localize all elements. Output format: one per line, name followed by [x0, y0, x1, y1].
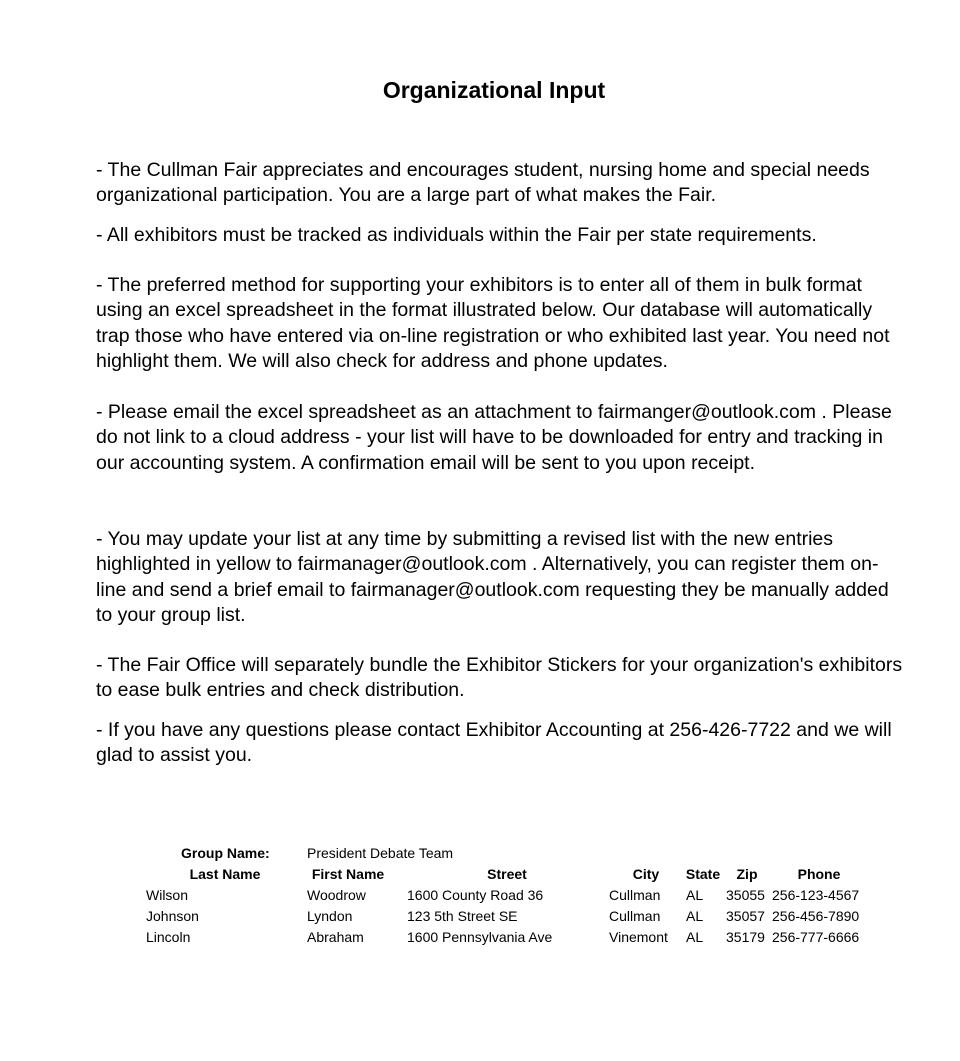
group-name-label: Group Name: — [181, 845, 270, 861]
row-3-state: AL — [686, 929, 704, 945]
paragraph-exhibitor-stickers: - The Fair Office will separately bundle the Exhibitor Stickers for your organization's exhibitors to ease bulk entries and check distribution. — [96, 654, 903, 702]
header-first-name: First Name — [311, 866, 385, 882]
row-2-last-name: Johnson — [146, 908, 199, 924]
row-2-city: Cullman — [609, 908, 661, 924]
page-title: Organizational Input — [382, 77, 606, 103]
row-2-street: 123 5th Street SE — [407, 908, 518, 924]
header-last-name: Last Name — [189, 866, 261, 882]
row-2-state: AL — [686, 908, 704, 924]
row-1-last-name: Wilson — [146, 887, 189, 903]
row-3-street: 1600 Pennsylvania Ave — [407, 929, 553, 945]
paragraph-preferred-method: - The preferred method for supporting your exhibitors is to enter all of them in bulk format using an excel spreadsheet in the format illustrated below. Our database will automatically trap those who have entered via on-line registration or who exhibited last year. You need not highlight them. We will also check for address and phone updates. — [96, 274, 890, 373]
header-zip: Zip — [736, 866, 758, 882]
paragraph-update-list: - You may update your list at any time by submitting a revised list with the new entries highlighted in yellow to fairmanager@outlook.com . Alternatively, you can register them on-line and send a brief email to fairmanager@outlook.com requesting they be manually added to your group list. — [96, 528, 889, 627]
header-state: State — [685, 866, 721, 882]
group-name-value: President Debate Team — [307, 845, 454, 861]
row-1-street: 1600 County Road 36 — [407, 887, 544, 903]
row-2-zip: 35057 — [726, 908, 765, 924]
row-3-phone: 256-777-6666 — [772, 929, 860, 945]
header-city: City — [632, 866, 660, 882]
header-street: Street — [487, 866, 527, 882]
row-3-zip: 35179 — [726, 929, 765, 945]
paragraph-tracking: - All exhibitors must be tracked as individuals within the Fair per state requirements. — [96, 224, 817, 246]
paragraph-questions: - If you have any questions please contact Exhibitor Accounting at 256-426-7722 and we will glad to assist you. — [96, 719, 892, 767]
row-3-last-name: Lincoln — [146, 929, 191, 945]
row-1-first-name: Woodrow — [307, 887, 366, 903]
paragraph-email-spreadsheet: - Please email the excel spreadsheet as an attachment to fairmanger@outlook.com . Please do not link to a cloud address - your list will have to be downloaded for entry and tracking in our accounting system. A confirmation email will be sent to you upon receipt. — [96, 401, 892, 474]
row-3-city: Vinemont — [609, 929, 668, 945]
row-1-city: Cullman — [609, 887, 661, 903]
row-2-phone: 256-456-7890 — [772, 908, 860, 924]
header-phone: Phone — [797, 866, 841, 882]
row-1-zip: 35055 — [726, 887, 765, 903]
row-3-first-name: Abraham — [307, 929, 364, 945]
row-1-state: AL — [686, 887, 704, 903]
row-2-first-name: Lyndon — [307, 908, 353, 924]
row-1-phone: 256-123-4567 — [772, 887, 860, 903]
paragraph-participation: - The Cullman Fair appreciates and encourages student, nursing home and special needs organizational participation. You are a large part of what makes the Fair. — [96, 159, 870, 207]
